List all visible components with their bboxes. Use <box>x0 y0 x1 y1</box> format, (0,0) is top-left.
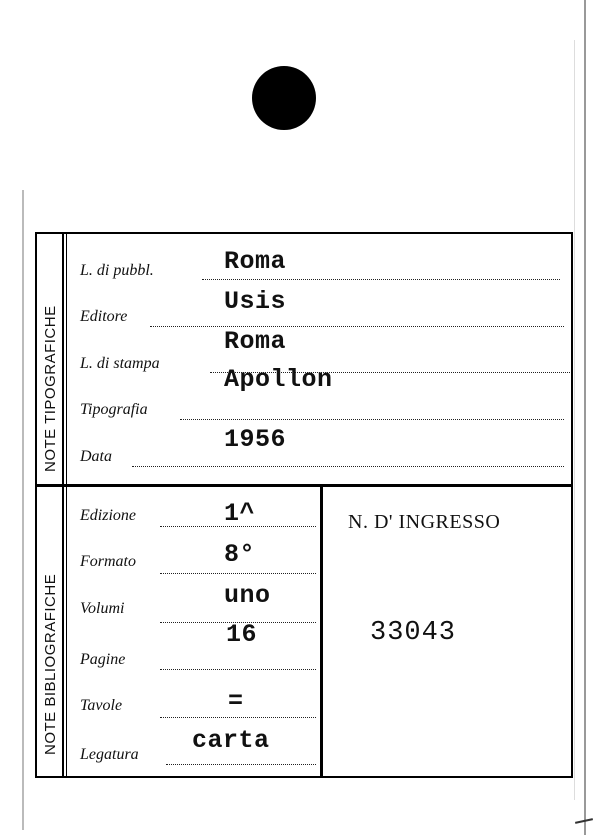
field-value-formato: 8° <box>224 540 256 569</box>
field-value-volumi: uno <box>224 581 271 610</box>
punch-hole <box>252 66 316 130</box>
field-label-luogo-stampa: L. di stampa <box>80 355 160 372</box>
field-label-tipografia: Tipografia <box>80 401 148 418</box>
ingresso-column-divider <box>320 487 323 777</box>
section-label-tipografiche: NOTE TIPOGRAFICHE <box>42 305 59 472</box>
field-label-pagine: Pagine <box>80 651 126 668</box>
field-value-luogo-stampa: Roma <box>224 327 287 356</box>
dotted-line <box>180 419 564 420</box>
field-label-editore: Editore <box>80 308 128 325</box>
label-column-divider-top <box>62 234 64 484</box>
ingresso-number: 33043 <box>370 618 457 648</box>
field-value-data: 1956 <box>224 425 287 454</box>
dotted-line <box>202 279 560 280</box>
field-value-legatura: carta <box>192 726 270 755</box>
field-value-luogo-pubblicazione: Roma <box>224 247 287 276</box>
field-label-formato: Formato <box>80 553 136 570</box>
ingresso-label: N. D' INGRESSO <box>348 511 501 533</box>
field-label-luogo-pubblicazione: L. di pubbl. <box>80 262 154 279</box>
label-column-divider-bottom-inner <box>66 487 67 777</box>
field-label-edizione: Edizione <box>80 507 136 524</box>
label-column-divider-top-inner <box>66 234 67 484</box>
dotted-line <box>150 326 564 327</box>
dotted-line <box>160 717 316 718</box>
field-value-tavole: = <box>228 687 244 716</box>
field-label-tavole: Tavole <box>80 697 123 714</box>
label-column-divider-bottom <box>62 487 64 777</box>
dotted-line <box>160 573 316 574</box>
card-edge-right-inner <box>574 40 575 800</box>
field-label-data: Data <box>80 448 112 465</box>
field-value-editore: Usis <box>224 287 287 316</box>
card-edge-right <box>584 0 586 835</box>
dotted-line <box>166 764 316 765</box>
field-label-legatura: Legatura <box>80 746 139 763</box>
field-label-volumi: Volumi <box>80 600 125 617</box>
dotted-line <box>132 466 564 467</box>
field-value-tipografia: Apollon <box>224 365 333 394</box>
field-value-edizione: 1^ <box>224 499 256 528</box>
section-divider <box>35 484 573 487</box>
dotted-line <box>160 669 316 670</box>
card-edge-left <box>22 190 24 830</box>
field-value-pagine: 16 <box>226 620 258 649</box>
section-label-bibliografiche: NOTE BIBLIOGRAFICHE <box>42 573 59 755</box>
